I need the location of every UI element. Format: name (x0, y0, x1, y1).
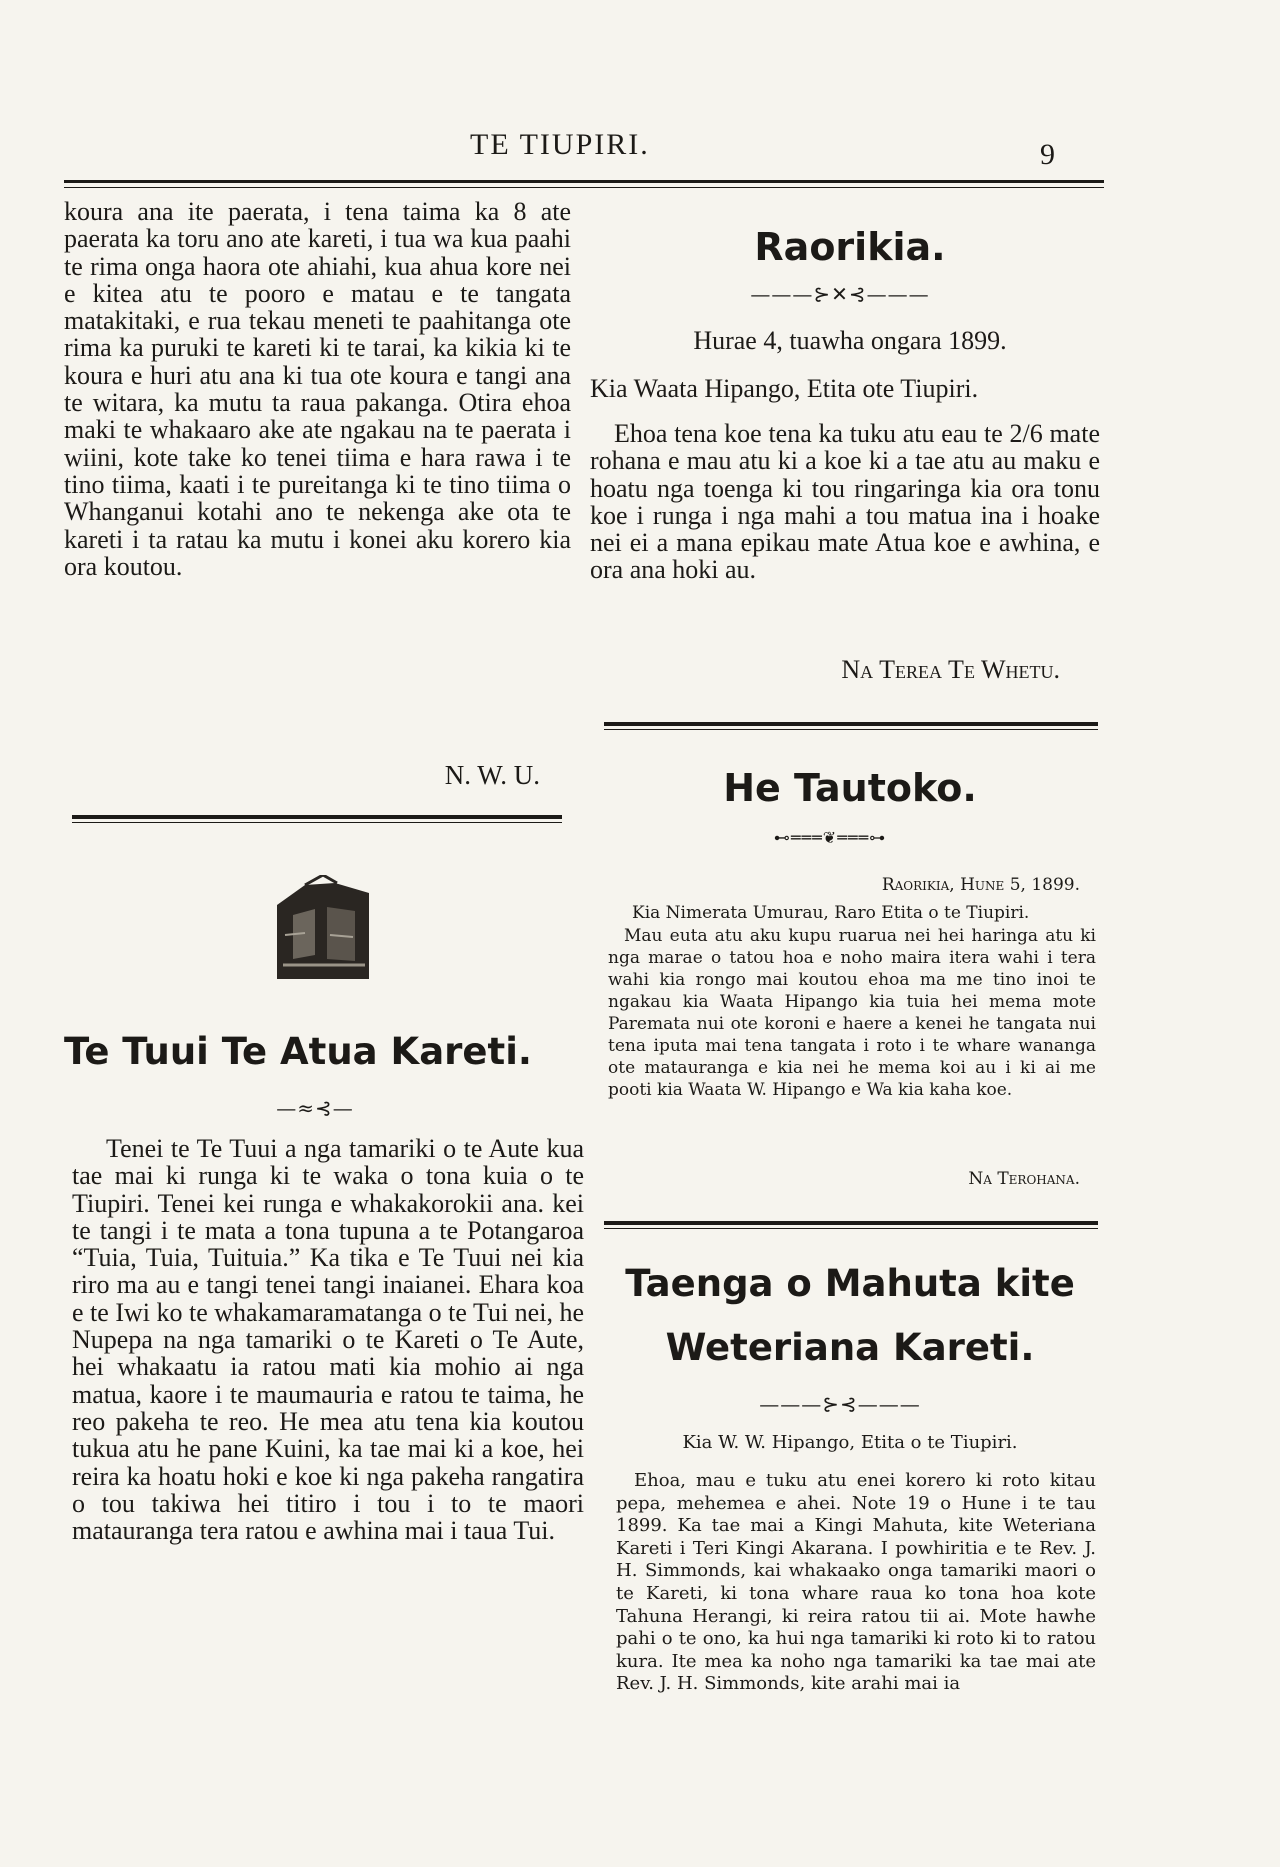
article-title-mahuta-line2: Weteriana Kareti. (665, 1326, 1035, 1369)
left-section-rule (72, 815, 562, 819)
article-title-he-tautoko: He Tautoko. (723, 766, 977, 810)
page-number: 9 (1040, 138, 1055, 171)
te-tuui-paragraph: Tenei te Te Tuui a nga tamariki o te Aute kua tae mai ki runga ki te waka o tona kuia o te Tiupiri. Tenei kei runga e whakakorokii ana. kei te tangi i te mata a tona tupuna a te Potangaroa “Tuia, Tuia, Tuituia.” Ka tika e Te Tuui nei kia riro ma au e tangi tenei tangi inaianei. Ehara koa e te Iwi ko te whakamaramatanga o te Tui nei, he Nupepa na nga tamariki o te Kareti o Te Aute, hei whakaatu ia ratou mati kia mohio ai nga matua, kaore i te maumauria e ratou te taima, he reo pakeha te reo. He mea atu tena kia koutou tukua atu he pane Kuini, ka tae mai ki a koe, hei reira ka hoatu hoki e koe ki nga pakeha rangatira o tou takiwa hei titiro i tou i to te maori matauranga tera ratou e awhina mai i taua Tui. (72, 1134, 584, 1546)
running-title: TE TIUPIRI. (470, 128, 650, 161)
raorikia-dateline: Hurae 4, tuawha ongara 1899. (693, 326, 1007, 355)
raorikia-salutation: Kia Waata Hipango, Etita ote Tiupiri. (590, 374, 979, 403)
article-ornament: ⊷═══❦═══⊶ (773, 828, 887, 847)
left-section-rule-thin (72, 822, 562, 823)
header-rule-thin (64, 187, 1104, 188)
header-rule (64, 180, 1104, 183)
raorikia-signature: Na Terea Te Whetu. (841, 655, 1060, 684)
letter-signature: N. W. U. (444, 760, 540, 790)
tautoko-paragraph: Mau euta atu aku kupu ruarua nei hei haringa atu ki nga marae o tatou hoa e noho maira itera wahi i tera wahi kia rongo mai koutou ehoa ma me tino inoi te ngakau kia Waata Hipango kia tuia hei mema mote Paremata nui ote koroni e haere a kenei he tangata nui tena iputa mai tena tangata i roto i te whare wananga ote matauranga e kia nei he mema koi au i ki ai me pooti kia Waata W. Hipango e Wa kia kaha koe. (608, 926, 1096, 1100)
tautoko-text (608, 925, 1096, 1101)
te-tuui-text (72, 1135, 584, 1735)
tautoko-signature: Na Terohana. (968, 1169, 1080, 1189)
raorikia-text (590, 420, 1100, 584)
tautoko-salutation: Kia Nimerata Umurau, Raro Etita o te Tiupiri. (632, 903, 1030, 923)
article-title-raorikia: Raorikia. (754, 225, 946, 269)
article-title-te-tuui: Te Tuui Te Atua Kareti. (64, 1030, 532, 1073)
article-ornament: ———⊱⊰——— (759, 1392, 921, 1416)
left-letter-text (64, 198, 571, 718)
right-section-rule (604, 722, 1098, 726)
mahuta-text (616, 1470, 1096, 1696)
letter-paragraph: koura ana ite paerata, i tena taima ka 8 ate paerata ka toru ano ate kareti, i tua wa kua paahi te rima onga haora ote ahiahi, kua ahua kore nei e kitea atu te pooro e matau e te tangata matakitaki, e rua tekau meneti te paahitanga ote rima ka puruki te kareti ki te tarai, ka kikia ki te koura e huri atu ana ki tua ote koura e tangi ana te witara, ka mutu ta raua pakanga. Otira ehoa maki te whakaaro ake ate ngakau na te paerata i wiini, kote take ko tenei tiima e hara rawa i te tino tiima, kaati i te pureitanga ki te tino tiima o Whanganui kotahi ano te nekenga ake ota te kareti i ta ratau ka mutu i konei aku korero kia ora koutou. (64, 197, 571, 581)
article-title-mahuta-line1: Taenga o Mahuta kite (625, 1262, 1075, 1305)
tautoko-dateline: Raorikia, Hune 5, 1899. (881, 875, 1080, 895)
woodcut-illustration (275, 875, 371, 981)
right-section-rule-thin (604, 729, 1098, 730)
raorikia-paragraph: Ehoa tena koe tena ka tuku atu eau te 2/6 mate rohana e mau atu ki a koe ki a tae atu au maku e hoatu nga toenga ki tou ringaringa kia ora tonu koe i runga i nga mahi a tou matua ina i hoake nei ei a mana epikau mate Atua koe e awhina, e ora ana hoki au. (590, 419, 1100, 585)
right-section-rule (604, 1221, 1098, 1225)
mahuta-salutation: Kia W. W. Hipango, Etita o te Tiupiri. (682, 1432, 1018, 1453)
mahuta-paragraph: Ehoa, mau e tuku atu enei korero ki roto kitau pepa, mehemea e ahei. Note 19 o Hune i te tau 1899. Ka tae mai a Kingi Mahuta, kite Weteriana Kareti i Teri Kingi Akarana. I powhiritia e te Rev. J. H. Simmonds, kai whakaako onga tamariki maori o te Kareti, ki tona whare raua ko tona hoa kote Tahuna Herangi, ki reira ratou tii ai. Mote hawhe pahi o te ono, ka hui nga tamariki ki roto ki to ratou kura. Ite mea ka noho nga tamariki ka tae mai ate Rev. J. H. Simmonds, kite arahi mai ia (616, 1470, 1096, 1695)
article-ornament: —≈⊰— (276, 1096, 354, 1120)
article-ornament: ———⊱✕⊰——— (750, 282, 930, 306)
right-section-rule-thin (604, 1228, 1098, 1229)
